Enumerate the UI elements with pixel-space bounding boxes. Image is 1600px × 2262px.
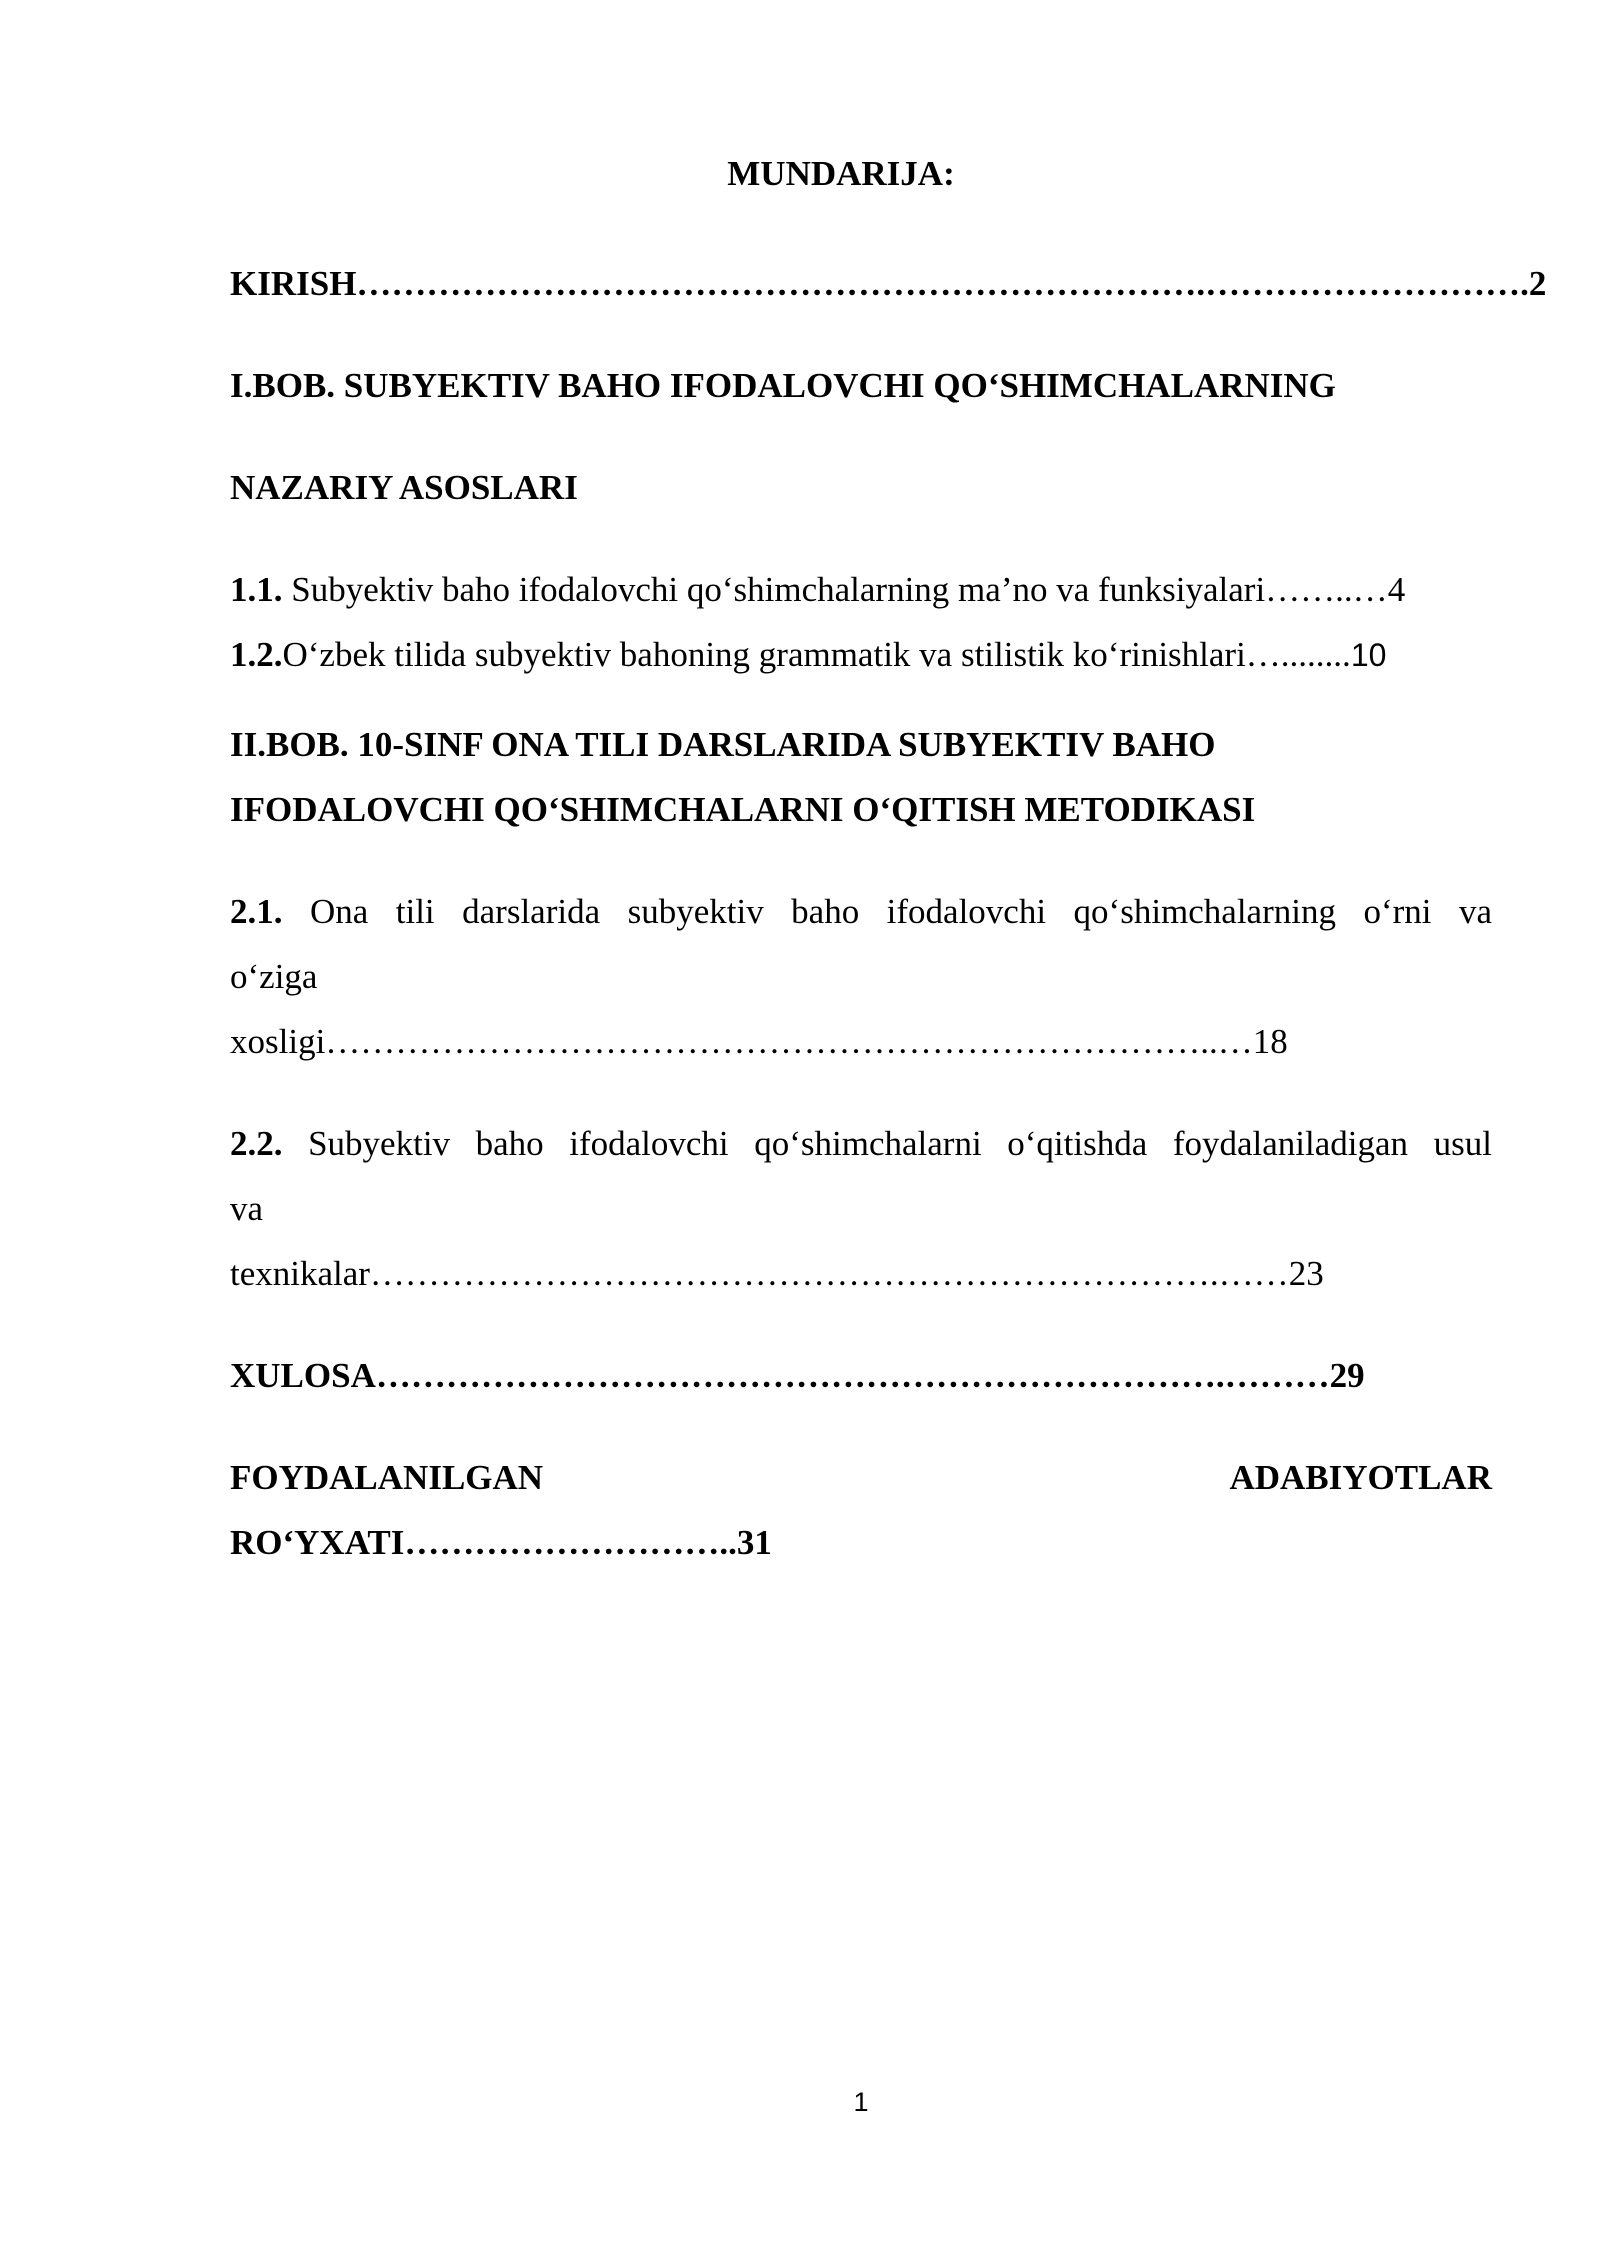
section-page: 18 — [1252, 1022, 1288, 1061]
section-number: 1.1. — [230, 570, 283, 609]
section-number: 2.2. — [230, 1124, 283, 1163]
section-number: 2.1. — [230, 892, 283, 931]
page-number: 1 — [853, 2087, 869, 2117]
section-title: Subyektiv baho ifodalovchi qo‘shimchalarning ma’no va funksiyalari……..… — [282, 570, 1388, 609]
toc-entry-adabiyotlar-line-1 — [230, 1456, 1492, 1500]
section-title: Ona tili darslarida subyektiv baho ifodalovchi qo‘shimchalarning o‘rni va — [282, 892, 1492, 931]
section-title-end: xosligi…………………………………………………………………..… — [230, 1022, 1253, 1061]
section-page: 23 — [1288, 1254, 1324, 1293]
toc-entry-1-2 — [230, 633, 1386, 677]
section-title: Subyektiv baho ifodalovchi qo‘shimchalarni o‘qitishda foydalaniladigan usul — [282, 1124, 1492, 1163]
toc-entry-2-1-line-2: o‘ziga — [230, 957, 318, 996]
section-title: O‘zbek tilida subyektiv bahoning grammatik va stilistik ko‘rinishlari…........ — [282, 635, 1351, 674]
toc-entry-kirish: KIRISH……………………………………………………………….……………………….2 — [230, 264, 1547, 303]
toc-entry-1-1 — [230, 568, 1405, 612]
toc-chapter-2-title-line-2: IFODALOVCHI QO‘SHIMCHALARNI O‘QITISH METODIKASI — [230, 790, 1256, 829]
toc-entry-xulosa: XULOSA……………………………………………………………….………29 — [230, 1356, 1365, 1395]
section-number: 1.2. — [230, 635, 283, 674]
section-page: 4 — [1387, 570, 1406, 609]
toc-entry-2-2-line-1 — [230, 1122, 1492, 1166]
toc-entry-adabiyotlar-line-2: RO‘YXATI………………………..31 — [230, 1523, 772, 1562]
toc-entry-2-1-line-1 — [230, 890, 1492, 934]
page-title: MUNDARIJA: — [727, 154, 955, 193]
toc-entry-2-1-line-3 — [230, 1020, 1288, 1064]
adabiyotlar-word-1: FOYDALANILGAN — [230, 1458, 544, 1497]
section-page: 10 — [1350, 637, 1387, 673]
adabiyotlar-word-2: ADABIYOTLAR — [1229, 1458, 1492, 1497]
toc-chapter-2-title-line-1: II.BOB. 10-SINF ONA TILI DARSLARIDA SUBYEKTIV BAHO — [230, 725, 1216, 764]
toc-chapter-1-title-line-2: NAZARIY ASOSLARI — [230, 468, 578, 507]
toc-entry-2-2-line-2: va — [230, 1189, 264, 1228]
toc-entry-2-2-line-3 — [230, 1252, 1324, 1296]
section-title-end: texnikalar……………………………………………………………….…… — [230, 1254, 1289, 1293]
toc-chapter-1-title-line-1: I.BOB. SUBYEKTIV BAHO IFODALOVCHI QO‘SHIMCHALARNING — [230, 366, 1336, 405]
